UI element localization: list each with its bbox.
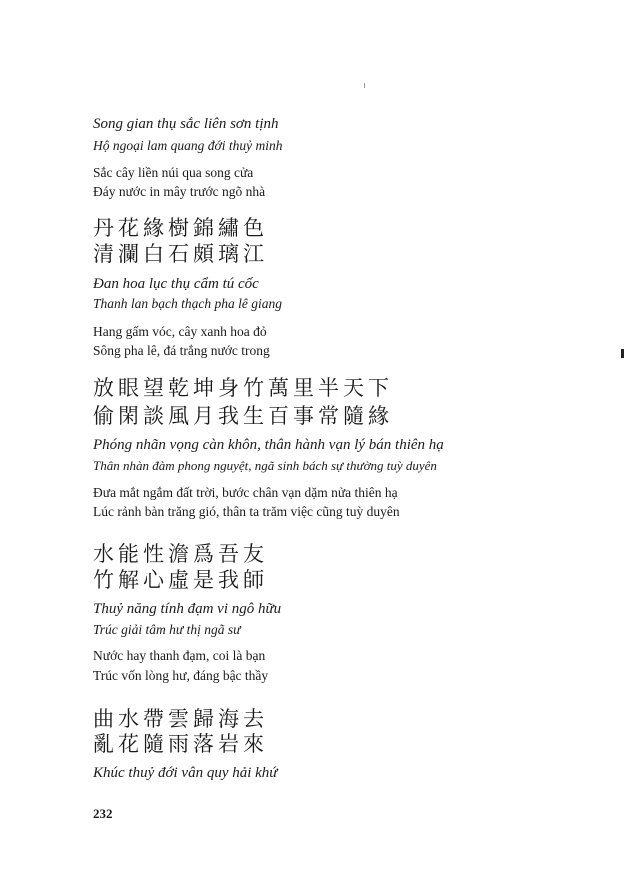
translation-line: Đáy nước in mây trước ngõ nhà: [93, 184, 266, 199]
han-line: 水能性澹爲吾友: [93, 542, 268, 566]
han-line: 亂花隨雨落岩來: [93, 732, 268, 756]
han-line: 曲水帶雲歸海去: [93, 707, 268, 731]
translation-line: Hang gấm vóc, cây xanh hoa đỏ: [93, 324, 267, 339]
transliteration-line: Phóng nhãn vọng càn khôn, thân hành vạn lý bán thiên hạ: [93, 437, 444, 453]
han-line: 清瀾白石頗璃江: [93, 242, 268, 266]
transliteration-line: Đan hoa lục thụ cẩm tú cốc: [93, 276, 259, 292]
translation-line: Lúc rảnh bàn trăng gió, thân ta trăm việc cũng tuỳ duyên: [93, 504, 400, 519]
transliteration-line: Hộ ngoại lam quang đới thuỷ minh: [93, 138, 283, 153]
translation-line: Sắc cây liền núi qua song cửa: [93, 165, 254, 180]
translation-line: Nước hay thanh đạm, coi là bạn: [93, 648, 266, 663]
transliteration-line: Khúc thuỷ đới vân quy hải khứ: [93, 765, 278, 781]
transliteration-line: Thanh lan bạch thạch pha lê giang: [93, 296, 282, 311]
scan-mark: [621, 349, 624, 358]
han-line: 丹花緣樹錦繡色: [93, 216, 268, 240]
translation-line: Sông pha lê, đá trắng nước trong: [93, 343, 270, 358]
page-number: 232: [93, 806, 113, 821]
transliteration-line: Thân nhàn đàm phong nguyệt, ngã sinh bách sự thường tuỳ duyên: [93, 458, 437, 473]
transliteration-line: Thuỷ năng tính đạm vi ngô hữu: [93, 601, 282, 617]
translation-line: Trúc vốn lòng hư, đáng bậc thầy: [93, 668, 269, 683]
transliteration-line: Song gian thụ sắc liên sơn tịnh: [93, 116, 279, 132]
han-line: 竹解心虛是我師: [93, 568, 268, 592]
translation-line: Đưa mắt ngắm đất trời, bước chân vạn dặm nửa thiên hạ: [93, 485, 398, 500]
scan-mark: [364, 83, 365, 88]
han-line: 放眼望乾坤身竹萬里半天下: [93, 376, 393, 400]
han-line: 偷閑談風月我生百事常隨緣: [93, 404, 393, 428]
transliteration-line: Trúc giải tâm hư thị ngã sư: [93, 622, 241, 637]
